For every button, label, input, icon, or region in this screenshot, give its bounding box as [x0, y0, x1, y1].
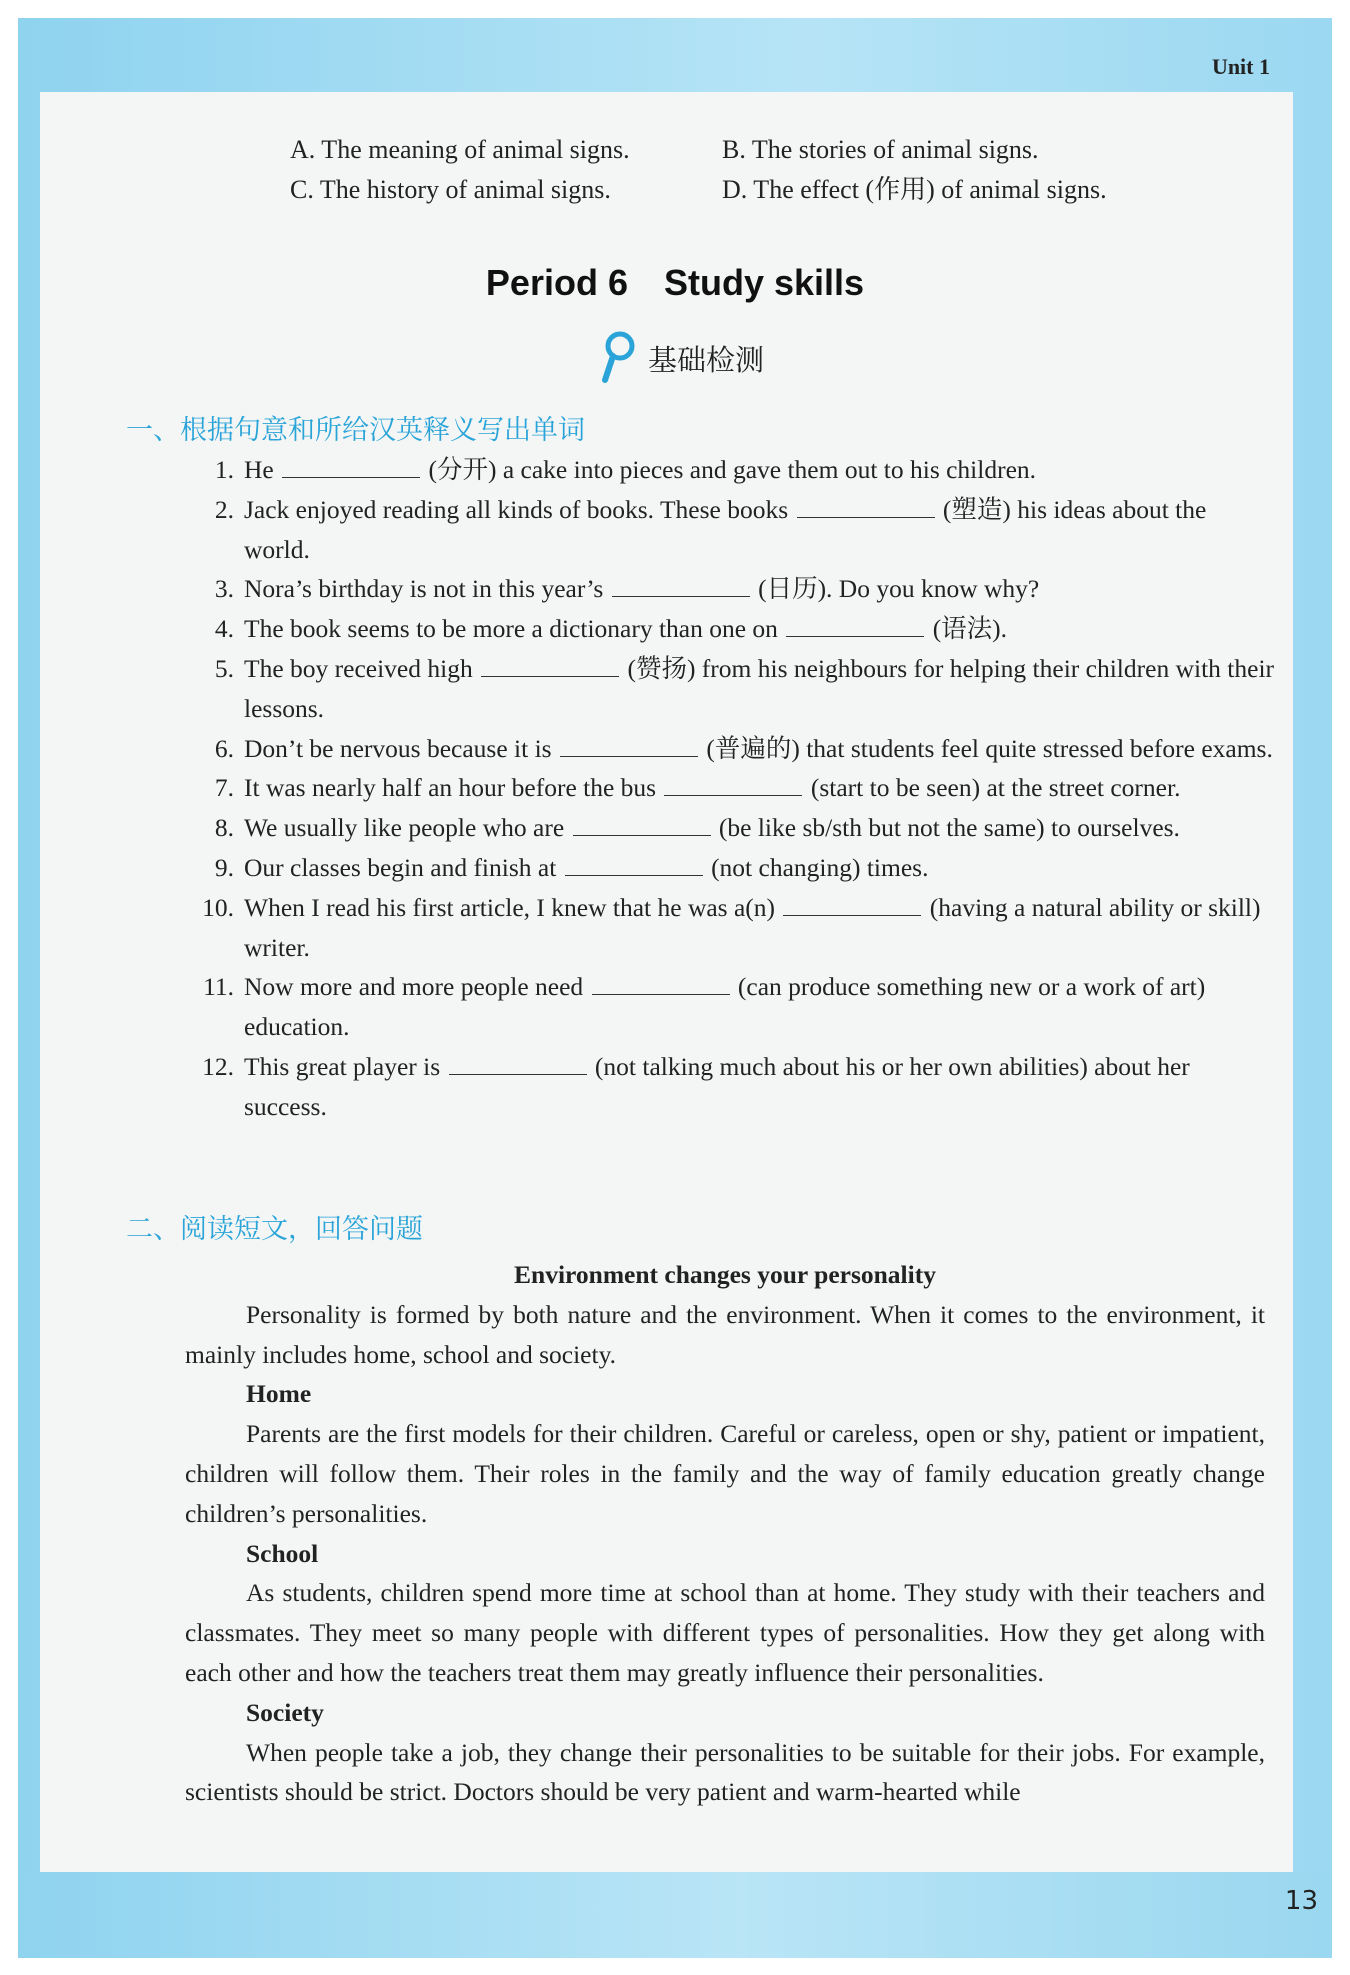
item-text: Jack enjoyed reading all kinds of books. These books [244, 494, 789, 524]
item-text: (having a natural ability or skill) writer. [244, 892, 1261, 962]
answer-blank[interactable] [797, 516, 935, 518]
item-text: (分开) a cake into pieces and gave them out to his children. [428, 455, 1037, 484]
subheading-home: Home [246, 1379, 312, 1409]
answer-blank[interactable] [783, 914, 921, 916]
page-number: 13 [1284, 1886, 1318, 1916]
item-text: When I read his first article, I knew that he was a(n) [244, 892, 776, 922]
item-text: Now more and more people need [244, 972, 584, 1002]
item-text: (赞扬) from his neighbours for helping their children with their lessons. [244, 653, 1275, 723]
list-item [180, 649, 1275, 729]
item-text: (not changing) times. [711, 852, 929, 882]
item-text: It was nearly half an hour before the bus [244, 773, 657, 803]
item-text: Our classes begin and finish at [244, 852, 557, 882]
list-item [180, 1047, 1275, 1127]
passage-title: Environment changes your personality [514, 1260, 936, 1289]
item-number: 2. [214, 494, 234, 524]
answer-blank[interactable] [282, 476, 420, 478]
options-row [290, 170, 1190, 210]
subheading-society: Society [246, 1697, 324, 1727]
item-text: Nora’s birthday is not in this year’s [244, 574, 604, 604]
option-b: B. The stories of animal signs. [722, 135, 1039, 164]
item-text: We usually like people who are [244, 813, 565, 843]
options-row [290, 130, 1190, 170]
period-number: Period 6 [485, 262, 628, 303]
item-number: 6. [214, 733, 234, 763]
section2-heading: 二、阅读短文，回答问题 [126, 1214, 423, 1245]
item-number: 7. [214, 773, 234, 803]
item-number: 4. [214, 614, 234, 644]
vocab-items [180, 450, 1275, 1127]
list-item [180, 609, 1275, 649]
magnifier-icon [600, 330, 636, 386]
period-title: Study skills [663, 262, 865, 303]
subheading [600, 330, 764, 386]
item-number: 10. [202, 892, 234, 922]
answer-blank[interactable] [612, 595, 750, 597]
item-number: 9. [214, 852, 234, 882]
answer-blank[interactable] [592, 993, 730, 995]
item-text: (be like sb/sth but not the same) to ourselves. [718, 813, 1180, 843]
item-text: (语法). [932, 614, 1008, 644]
unit-label: Unit 1 [1211, 54, 1270, 79]
list-item [180, 967, 1275, 1047]
item-text: (普遍的) that students feel quite stressed before exams. [706, 733, 1273, 763]
item-number: 11. [203, 972, 234, 1002]
list-item [180, 888, 1275, 968]
answer-blank[interactable] [481, 675, 619, 677]
bottom-band [18, 1872, 1332, 1958]
list-item [180, 450, 1275, 490]
item-number: 5. [214, 653, 234, 683]
item-text: (日历). Do you know why? [758, 574, 1040, 604]
answer-blank[interactable] [573, 834, 711, 836]
passage-intro: Personality is formed by both nature and the environment. When it comes to the environment, it mainly includes home, school and society. [185, 1299, 1265, 1369]
answer-options [290, 130, 1190, 210]
item-text: This great player is [244, 1051, 441, 1081]
item-text: Don’t be nervous because it is [244, 733, 552, 763]
item-number: 3. [214, 574, 234, 604]
item-text: (not talking much about his or her own abilities) about her success. [244, 1051, 1190, 1121]
item-number: 1. [214, 455, 234, 484]
subheading-school: School [246, 1538, 319, 1568]
paragraph-society: When people take a job, they change their personalities to be suitable for their jobs. For example, scientists should be strict. Doctors should be very patient and warm-hearted while [185, 1737, 1265, 1807]
paragraph-home: Parents are the first models for their children. Careful or careless, open or shy, patient or impatient, children will follow them. Their roles in the family and the way of family education greatly change children’s personalities. [185, 1419, 1265, 1528]
item-number: 12. [202, 1051, 234, 1081]
item-text: The book seems to be more a dictionary than one on [244, 614, 778, 644]
item-number: 8. [214, 813, 234, 843]
page-title [0, 262, 1350, 304]
section1-heading: 一、根据句意和所给汉英释义写出单词 [126, 415, 585, 446]
item-text: He [244, 455, 274, 484]
paragraph-school: As students, children spend more time at school than at home. They study with their teachers and classmates. They meet so many people with different types of personalities. How they get along with each other and how the teachers treat them may greatly influence their personalities. [185, 1578, 1265, 1687]
list-item [180, 569, 1275, 609]
list-item [180, 729, 1275, 769]
answer-blank[interactable] [449, 1073, 587, 1075]
list-item [180, 848, 1275, 888]
list-item [180, 490, 1275, 570]
reading-passage [185, 1255, 1265, 1812]
option-d: D. The effect (作用) of animal signs. [722, 175, 1107, 204]
option-c: C. The history of animal signs. [290, 175, 611, 204]
item-text: (塑造) his ideas about the world. [244, 494, 1207, 564]
option-a: A. The meaning of animal signs. [290, 135, 630, 164]
list-item [180, 768, 1275, 808]
subheading-text: 基础检测 [648, 342, 765, 377]
item-text: The boy received high [244, 653, 473, 683]
answer-blank[interactable] [560, 755, 698, 757]
answer-blank[interactable] [664, 794, 802, 796]
answer-blank[interactable] [786, 635, 924, 637]
item-text: (can produce something new or a work of art) education. [244, 972, 1206, 1042]
item-text: (start to be seen) at the street corner. [810, 773, 1181, 803]
list-item [180, 808, 1275, 848]
answer-blank[interactable] [565, 874, 703, 876]
